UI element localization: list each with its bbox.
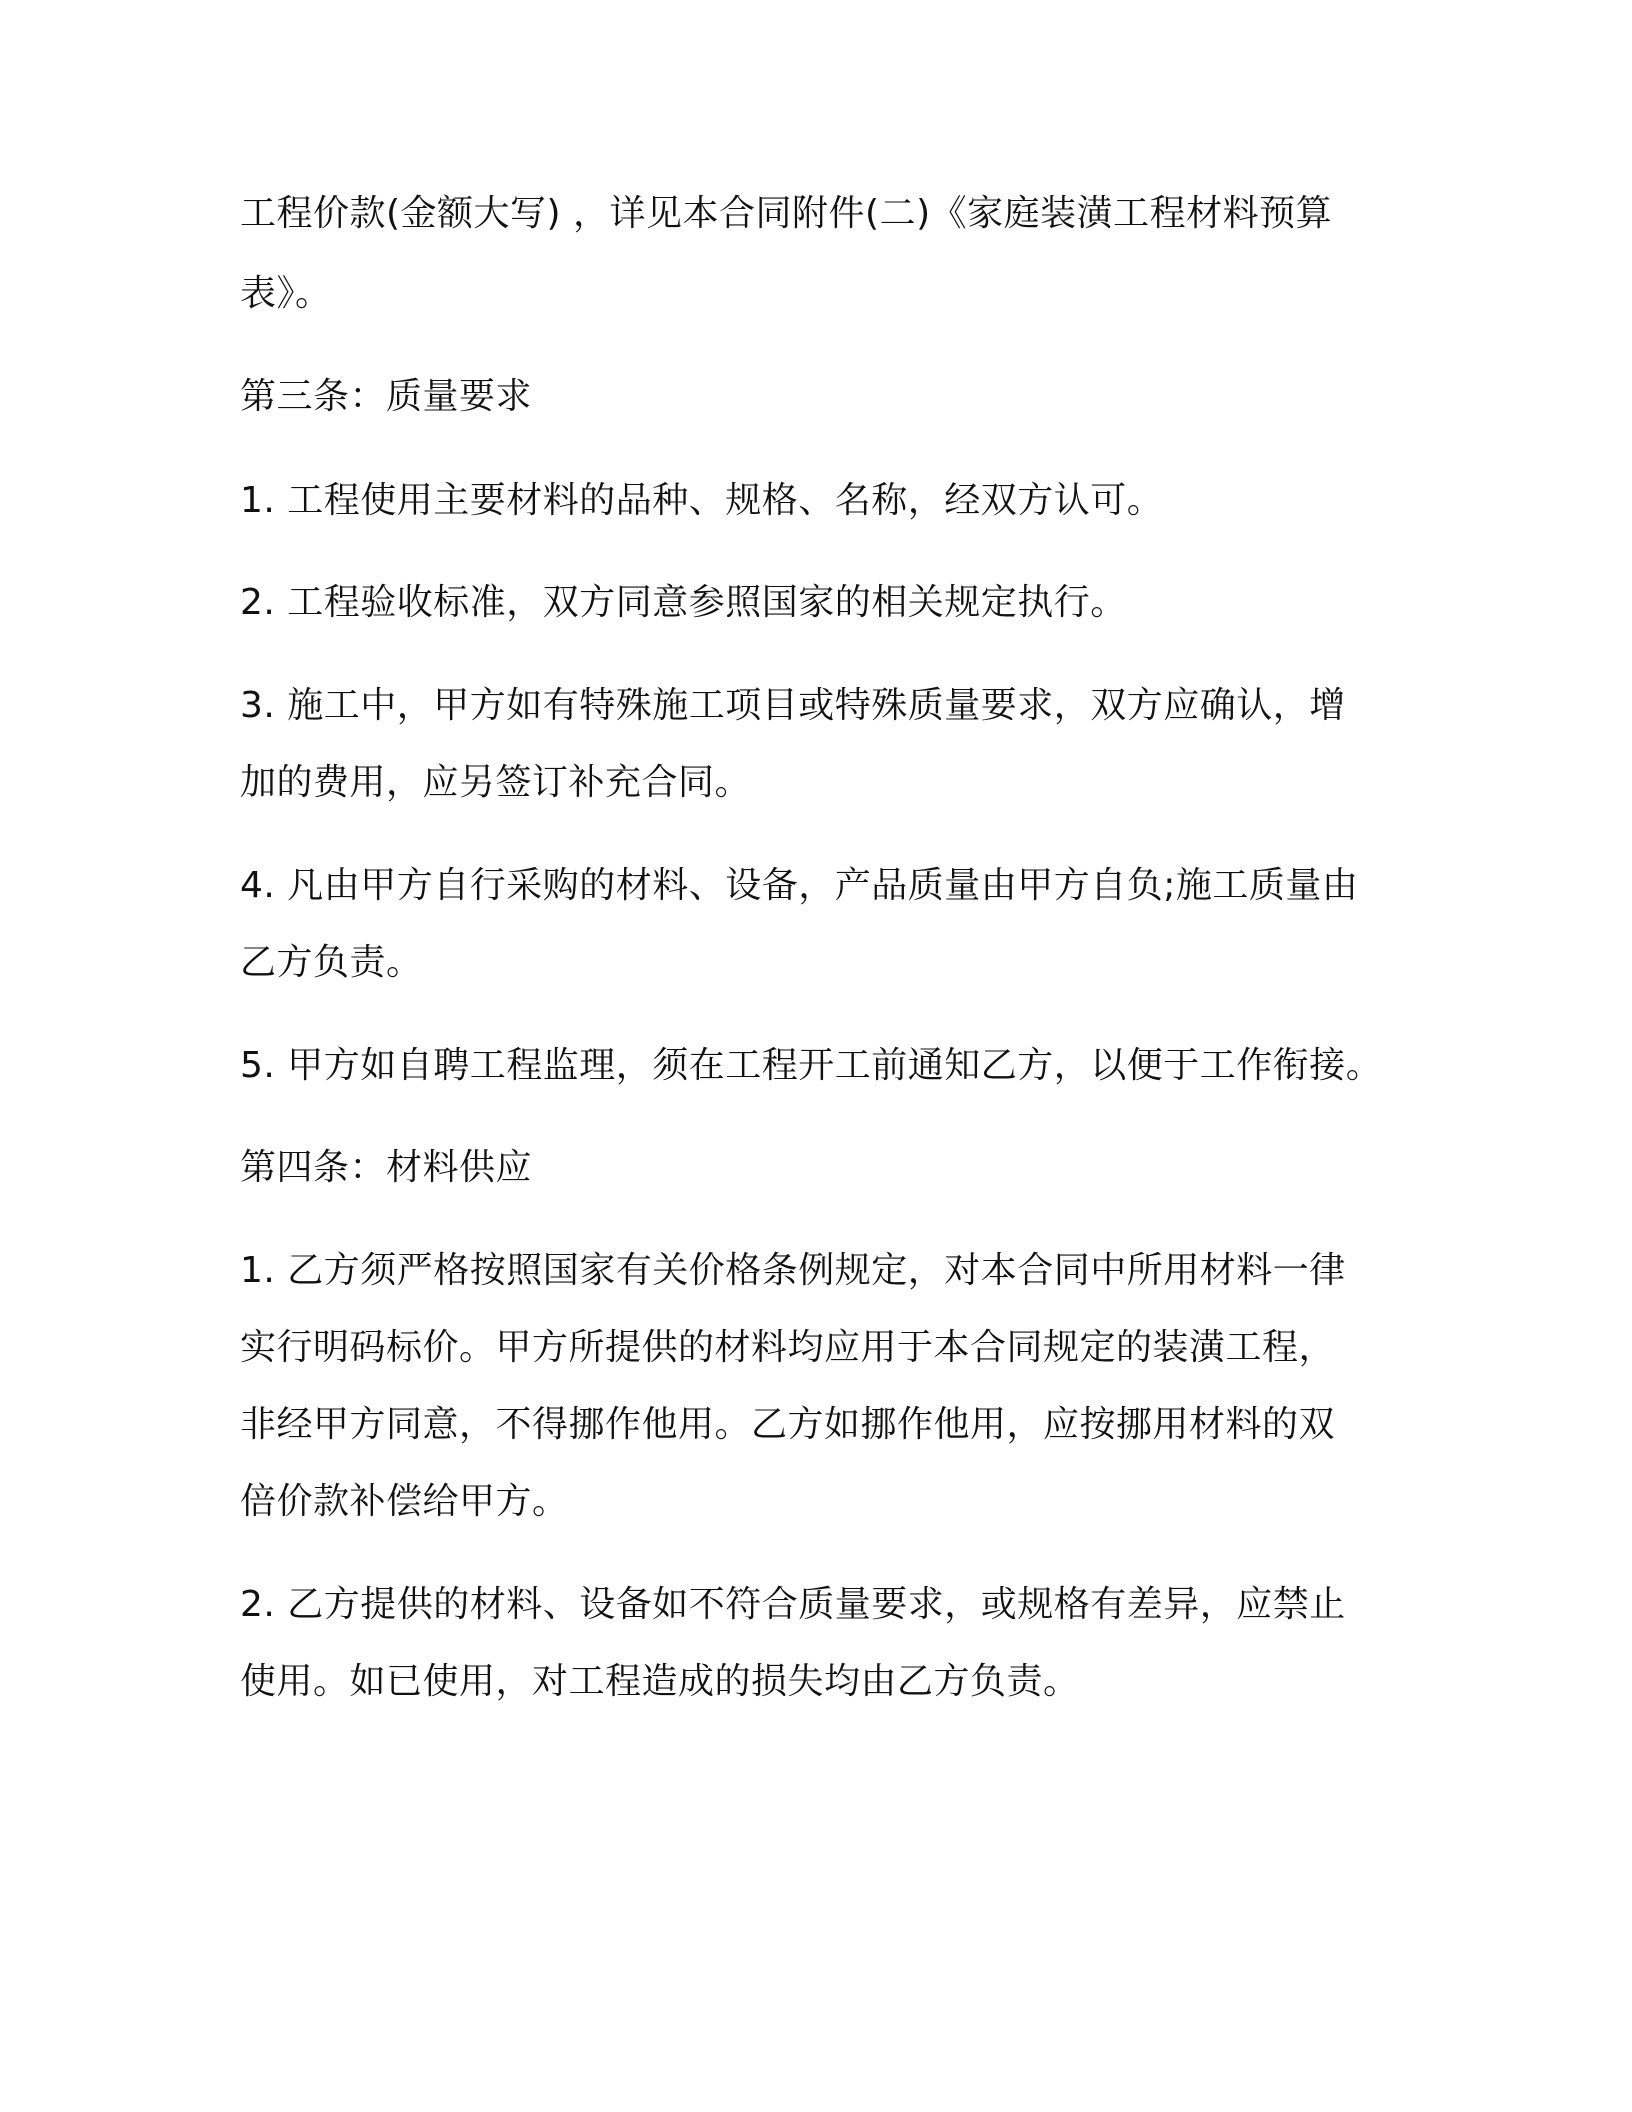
section-heading-quality: 第三条：质量要求 — [240, 376, 533, 417]
quality-item-5: 5. 甲方如自聘工程监理，须在工程开工前通知乙方，以便于工作衔接。 — [240, 1045, 1383, 1086]
quality-item-3-line-1: 3. 施工中，甲方如有特殊施工项目或特殊质量要求，双方应确认，增 — [240, 685, 1346, 726]
materials-item-1-line-2: 实行明码标价。甲方所提供的材料均应用于本合同规定的装潢工程， — [240, 1327, 1336, 1368]
materials-item-1-line-3: 非经甲方同意，不得挪作他用。乙方如挪作他用，应按挪用材料的双 — [240, 1404, 1336, 1445]
quality-item-4-line-2: 乙方负责。 — [240, 942, 423, 983]
paragraph-price-line-2: 表》。 — [240, 273, 332, 314]
materials-item-2-line-2: 使用。如已使用，对工程造成的损失均由乙方负责。 — [240, 1661, 1080, 1702]
quality-item-1: 1. 工程使用主要材料的品种、规格、名称，经双方认可。 — [240, 480, 1164, 521]
materials-item-1-line-4: 倍价款补偿给甲方。 — [240, 1481, 569, 1522]
paragraph-price-line-1: 工程价款(金额大写) ，详见本合同附件(二)《家庭装潢工程材料预算 — [240, 193, 1333, 234]
quality-item-3-line-2: 加的费用，应另签订补充合同。 — [240, 762, 752, 803]
section-heading-materials: 第四条：材料供应 — [240, 1147, 533, 1188]
materials-item-1-line-1: 1. 乙方须严格按照国家有关价格条例规定，对本合同中所用材料一律 — [240, 1250, 1346, 1291]
quality-item-2: 2. 工程验收标准，双方同意参照国家的相关规定执行。 — [240, 582, 1127, 623]
quality-item-4-line-1: 4. 凡由甲方自行采购的材料、设备，产品质量由甲方自负;施工质量由 — [240, 865, 1359, 906]
materials-item-2-line-1: 2. 乙方提供的材料、设备如不符合质量要求，或规格有差异，应禁止 — [240, 1584, 1346, 1625]
